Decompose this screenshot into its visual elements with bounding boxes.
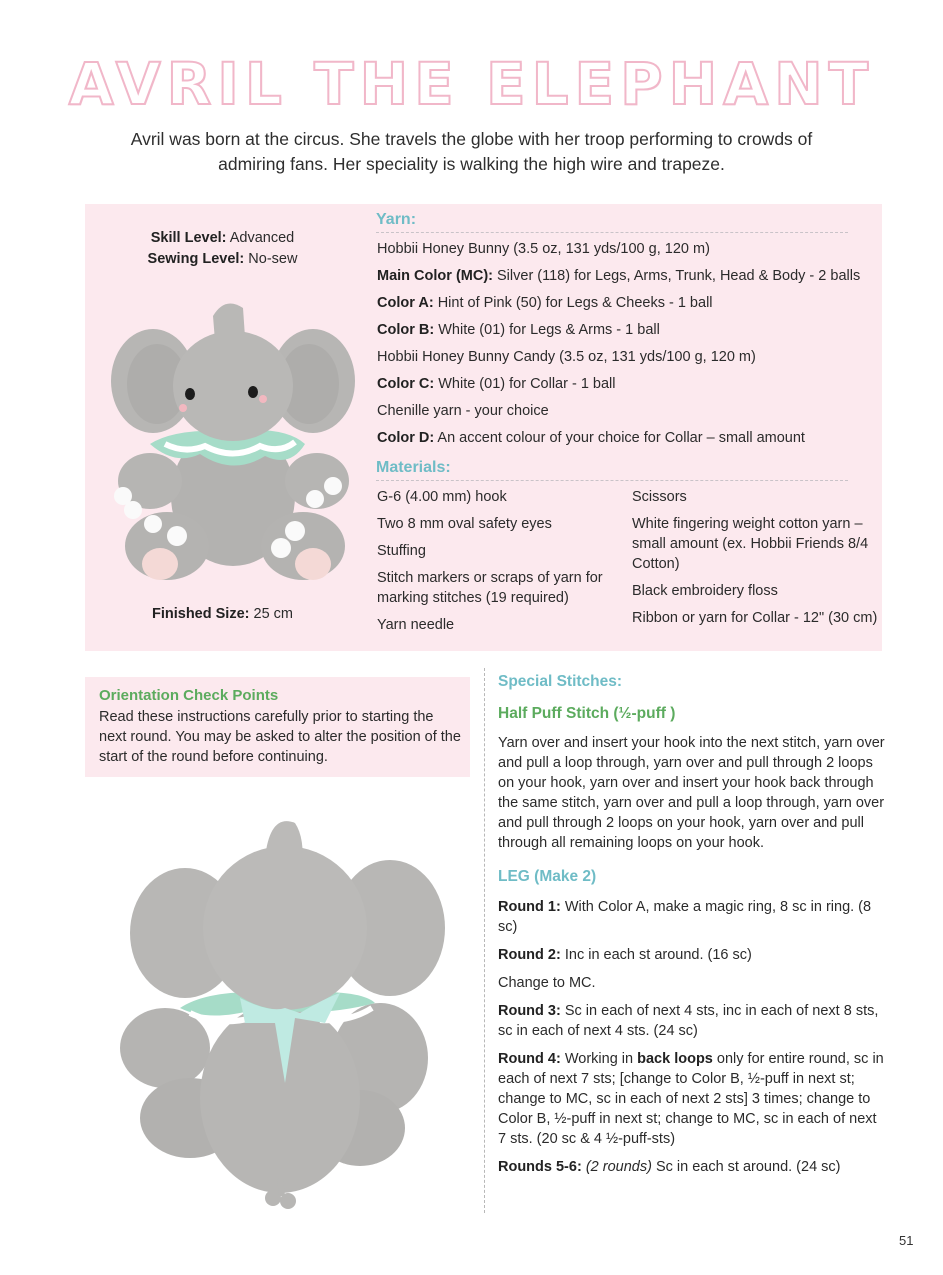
round-text: With Color A, make a magic ring, 8 sc in ring. (8 sc) [498,899,872,935]
yarn-item-label: Color A: [377,295,434,311]
yarn-item-text: Hobbii Honey Bunny (3.5 oz, 131 yds/100 g, 120 m) [377,241,710,257]
change-to-mc: Change to MC. [498,975,596,991]
leg-heading: LEG (Make 2) [498,868,597,885]
orientation-text: Read these instructions carefully prior to starting the next round. You may be asked to alter the position of the start of the round before continuing. [99,709,461,765]
sewing-value: No-sew [248,251,298,267]
round-text: Working in [564,1051,634,1067]
round-text: Inc in each st around. (16 sc) [564,947,752,963]
round-text: Sc in each st around. (24 sc) [655,1159,841,1175]
rounds-5-6 [498,1157,888,1177]
orientation-title: Orientation Check Points [99,687,279,704]
yarn-item-label: Main Color (MC): [377,268,493,284]
yarn-item-label: Color B: [377,322,435,338]
round-4 [498,1049,888,1149]
yarn-item-text: An accent colour of your choice for Collar – small amount [437,430,805,446]
page-title: AVRIL THE ELEPHANT [68,50,875,118]
yarn-item-text: Silver (118) for Legs, Arms, Trunk, Head & Body - 2 balls [497,268,861,284]
material-item: Scissors [632,489,687,505]
yarn-item-text: White (01) for Legs & Arms - 1 ball [438,322,660,338]
sewing-label: Sewing Level: [147,251,245,267]
material-item: White fingering weight cotton yarn – small amount (ex. Hobbii Friends 8/4 Cotton) [632,516,869,572]
yarn-item [377,320,877,347]
material-item: G-6 (4.00 mm) hook [377,489,507,505]
materials-right [632,487,882,635]
instructions-column [498,672,888,1185]
materials-left [377,487,627,642]
finished-size [85,606,360,622]
yarn-item-text: Chenille yarn - your choice [377,403,549,419]
yarn-item [377,428,877,455]
skill-label: Skill Level: [150,230,227,246]
yarn-item-text: White (01) for Collar - 1 ball [438,376,616,392]
round-label: Round 3: [498,1003,561,1019]
material-item: Yarn needle [377,617,455,633]
round-label: Round 1: [498,899,561,915]
yarn-item [377,347,877,374]
material-item: Stuffing [377,543,426,559]
yarn-item [377,374,877,401]
yarn-item-label: Color D: [377,430,435,446]
yarn-list [377,239,877,455]
page-number: 51 [899,1233,914,1248]
elephant-back-photo [110,808,460,1220]
skill-level [85,228,360,249]
yarn-item-label: Color C: [377,376,435,392]
yarn-item [377,239,877,266]
round-1 [498,897,888,937]
finished-value: 25 cm [253,606,294,622]
finished-label: Finished Size: [151,606,250,622]
levels [85,228,360,270]
round-label: Round 4: [498,1051,561,1067]
round-note: (2 rounds) [585,1159,652,1175]
round-label: Rounds 5-6: [498,1159,582,1175]
round-3 [498,1001,888,1041]
material-item: Black embroidery floss [632,583,778,599]
yarn-item-text: Hint of Pink (50) for Legs & Cheeks - 1 ball [437,295,713,311]
column-divider [484,668,485,1213]
elephant-front-photo [105,296,360,586]
yarn-heading: Yarn: [376,211,848,233]
yarn-item-text: Hobbii Honey Bunny Candy (3.5 oz, 131 yds/100 g, 120 m) [377,349,756,365]
round-label: Round 2: [498,947,561,963]
half-puff-title: Half Puff Stitch (½-puff ) [498,705,676,722]
half-puff-text: Yarn over and insert your hook into the next stitch, yarn over and pull a loop through, yarn over and pull through 2 loops on your hook, yarn over and insert your hook back through the same stitch, yarn over and pull a loop through, yarn over and pull through 2 loops on your hook, yarn over and pull through all remaining loops on your hook. [498,735,885,851]
round-text: Sc in each of next 4 sts, inc in each of next 8 sts, sc in each of next 4 sts. (24 sc) [498,1003,879,1039]
special-stitches-heading: Special Stitches: [498,673,623,690]
yarn-item [377,293,877,320]
yarn-item [377,266,877,293]
materials-heading: Materials: [376,459,848,481]
material-item: Ribbon or yarn for Collar - 12" (30 cm) [632,610,878,626]
round-text: only for entire round, sc in each of next 7 sts; [change to Color B, ½-puff in next st; change to MC, sc in each of next 2 sts] 3 times; change to Color B, ½-puff in next st; change to MC, sc in each of next 7 sts. (20 sc & 4 ½-puff-sts) [498,1051,884,1147]
material-item: Stitch markers or scraps of yarn for marking stitches (19 required) [377,570,603,606]
round-emphasis: back loops [637,1051,713,1067]
skill-value: Advanced [229,230,295,246]
round-2 [498,945,888,965]
sewing-level [85,249,360,270]
yarn-item [377,401,877,428]
intro-text: Avril was born at the circus. She travels the globe with her troop performing to crowds of admiring fans. Her speciality is walking the high wire and trapeze. [130,129,813,174]
material-item: Two 8 mm oval safety eyes [377,516,552,532]
